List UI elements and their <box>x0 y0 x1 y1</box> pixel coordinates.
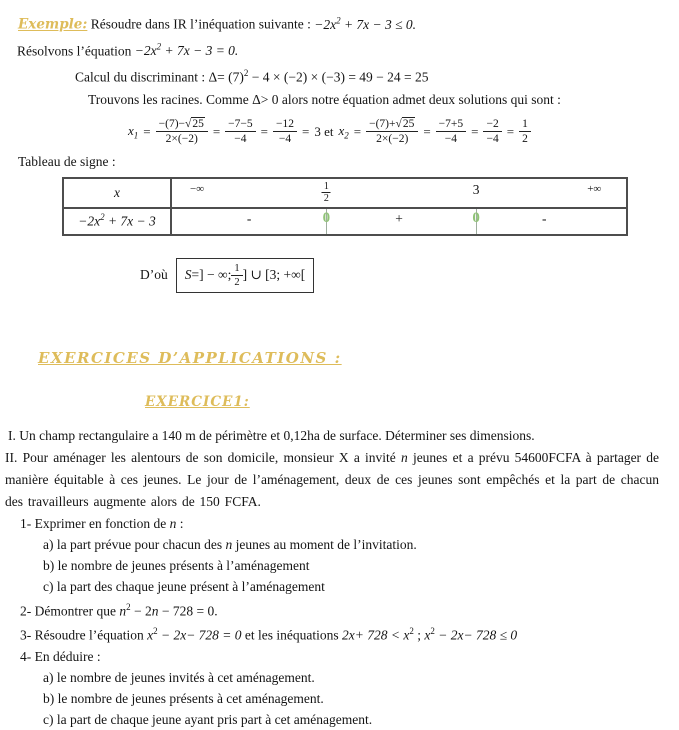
exercise1-heading: EXERCICE1: <box>145 393 250 410</box>
n-var: n <box>401 449 408 465</box>
discriminant-line: Calcul du discriminant : $\Delta= (7)^2 - 4 \times (-2) \times (-3) = 49 - 24 = 25$ <box>75 68 429 85</box>
fraction: $\frac{1}{2}$ <box>231 262 242 289</box>
fraction: $\frac{-2}{-4}$ <box>483 117 501 147</box>
n-var: n <box>169 515 177 531</box>
x-var: x <box>147 627 154 643</box>
question-4b: b) le nombre de jeunes présents à cet aménagement. <box>43 690 324 706</box>
x2-var: $x_2$ <box>338 122 349 141</box>
var-cell: x <box>64 179 172 207</box>
fraction: $\frac{1}{2}$ <box>519 117 531 147</box>
x1-var: $x_1$ <box>128 122 139 141</box>
dou-label: D’où <box>140 267 168 283</box>
roots-line: $x_1$ = $\frac{-(7)-√25}{2\times(-2)}$ = $\frac{-7-5}{-4}$ = $\frac{-12}{-4}$ = 3 et $x_2$ = $\frac{-(7)+√25}{2\times(-2)}$ = $\frac{-7+5}{-4}$ = $\frac{-2}{-4}$ = $\frac{1}{2}$ <box>128 114 679 150</box>
equation-expr: $-2x^2 + 7x - 3 = 0$. <box>134 41 239 58</box>
solve-line: Résolvons l’équation $-2x^2 + 7x - 3 = 0$. <box>17 41 239 58</box>
question-2: 2- Démontrer que $n^2 - 2n - 728 = 0$. <box>20 601 218 619</box>
header-region <box>172 179 626 207</box>
neg-infinity: −∞ <box>190 182 205 195</box>
example-label: Exemple: <box>18 16 88 33</box>
sign-table-caption: Tableau de signe : <box>18 153 116 169</box>
sign-plus: + <box>395 210 403 226</box>
sign-minus: - <box>246 210 252 226</box>
pos-infinity: +∞ <box>587 182 602 195</box>
three-value: 3 <box>472 181 480 197</box>
sign-table <box>62 177 628 236</box>
fraction: $\frac{-12}{-4}$ <box>273 117 297 147</box>
question-3: 3- Résoudre l’équation $x^2 - 2x- 728 = 0$ et les inéquations $2x+ 728 < x^2$ ; $x^2 - 2x- 728 \le 0$ <box>20 626 518 643</box>
exercises-heading: EXERCICES D’APPLICATIONS : <box>38 348 342 367</box>
exercise-II: II. Pour aménager les alentours de son domicile, monsieur X a invité n jeunes et a prévu 54600FCFA à partager de manière équitable à ces jeunes. Le jour de l’aménagement, deux de ces jeunes sont empêchés et la part de chacun des travailleurs augmente alors de 150 FCFA. <box>5 449 659 509</box>
root1-value: 3 et <box>314 123 334 139</box>
zero-mark: 0 <box>472 209 480 226</box>
signs-region <box>172 209 626 234</box>
conclusion-line <box>140 258 679 293</box>
fraction: $\frac{-(7)-√25}{2\times(-2)}$ <box>156 117 208 147</box>
question-1: 1- Exprimer en fonction de n : <box>20 515 184 531</box>
inequation-expr: $-2x^2 + 7x - 3 \le 0$. <box>314 15 417 32</box>
expression-cell: $-2x^2 + 7x - 3$ <box>64 209 172 234</box>
exercise-I: I. Un champ rectangulaire a 140 m de périmètre et 0,12ha de surface. Déterminer ses dimensions. <box>8 427 535 443</box>
example-line <box>18 0 679 36</box>
roots-intro-line: Trouvons les racines. Comme Δ> 0 alors notre équation admet deux solutions qui sont : <box>88 91 561 107</box>
x-var: x <box>424 627 431 643</box>
x-var: x <box>403 627 410 643</box>
question-4a: a) le nombre de jeunes invités à cet aménagement. <box>43 669 315 685</box>
fraction: $\frac{-(7)+√25}{2\times(-2)}$ <box>366 117 418 147</box>
sign-minus: - <box>542 210 547 226</box>
solution-box: S =] − ∞; $\frac{1}{2}$ ] ∪ [3; +∞[ <box>176 258 315 293</box>
n-var: n <box>151 603 159 619</box>
sign-table-header-row <box>64 179 626 207</box>
question-1a: a) la part prévue pour chacun des n jeunes au moment de l’invitation. <box>43 536 417 552</box>
fraction: $\frac{-7-5}{-4}$ <box>225 117 255 147</box>
question-4c: c) la part de chaque jeune ayant pris part à cet aménagement. <box>43 711 373 727</box>
example-text: Résoudre dans IR l’inéquation suivante : <box>87 16 315 32</box>
sign-table-sign-row <box>64 207 626 234</box>
question-4: 4- En déduire : <box>20 648 101 664</box>
n-var: n <box>225 536 233 552</box>
fraction: $\frac{-7+5}{-4}$ <box>436 117 466 147</box>
zero-mark: 0 <box>322 209 331 226</box>
half-value: $\frac{1}{2}$ <box>323 180 329 204</box>
question-1c: c) la part des chaque jeune présent à l’aménagement <box>43 578 325 594</box>
question-1b: b) le nombre de jeunes présents à l’aménagement <box>43 557 310 573</box>
n-var: n <box>119 603 127 619</box>
